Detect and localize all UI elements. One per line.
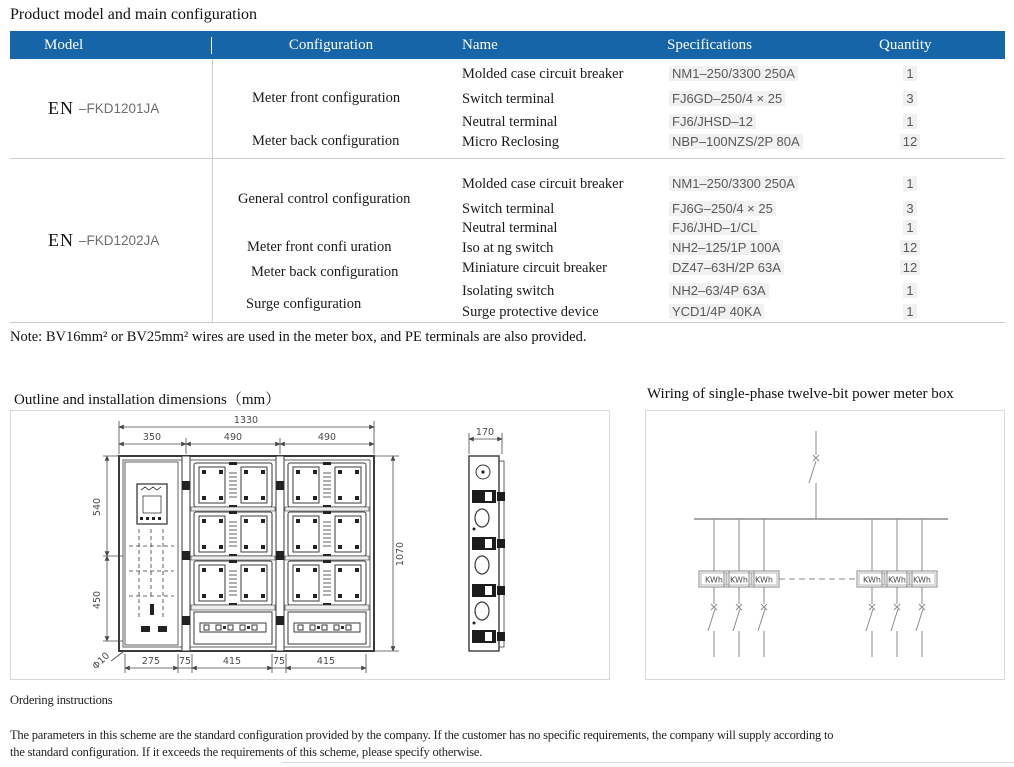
dim-right-width: 490 (317, 432, 337, 443)
item-qty: 12 (874, 239, 946, 257)
config-label: Meter back configuration (252, 133, 400, 149)
table-row (450, 175, 1005, 193)
item-spec: FJ6GD–250/4 × 25 (662, 90, 874, 108)
config-label: Meter front confi uration (247, 239, 392, 255)
header-configuration: Configuration (288, 36, 374, 53)
wiring-diagram (646, 411, 1004, 679)
dim-mid-width: 490 (223, 432, 243, 443)
item-qty: 1 (874, 113, 946, 131)
header-name: Name (462, 36, 498, 53)
dim-bottom-3: 415 (222, 656, 242, 667)
model-prefix: EN (48, 98, 74, 118)
bottom-divider (282, 762, 1014, 763)
kwh-meter-label: KWh (730, 575, 748, 585)
header-model: Model (10, 37, 212, 54)
dim-lower-height: 450 (92, 590, 103, 610)
meter-branch (699, 519, 729, 657)
outline-drawing (11, 411, 609, 679)
model-suffix: –FKD1202JA (79, 232, 160, 248)
meter-branch (857, 519, 887, 657)
meter-branch (749, 519, 779, 657)
item-name: Miniature circuit breaker (462, 259, 607, 276)
dim-upper-height: 540 (92, 497, 103, 517)
outline-heading: Outline and installation dimensions（mm） (14, 392, 281, 408)
dim-bottom-5: 415 (316, 656, 336, 667)
table-row (450, 303, 1005, 321)
item-name: Molded case circuit breaker (462, 65, 624, 82)
item-spec: FJ6G–250/4 × 25 (662, 200, 874, 218)
table-row (450, 133, 1005, 151)
ordering-instructions-body: The parameters in this scheme are the standard configuration provided by the company. If the customer has no specific requirements, the company will supply according to the standard configuration. If it exceeds the requirements of this scheme, please specify otherwise. (10, 728, 834, 759)
dim-hole-diameter: Φ10 (90, 650, 113, 673)
table-row (450, 239, 1005, 257)
model-prefix: EN (48, 229, 74, 250)
kwh-meter-label: KWh (863, 575, 881, 585)
table-note: Note: BV16mm² or BV25mm² wires are used in the meter box, and PE terminals are also provided. (10, 329, 587, 345)
item-name: Switch terminal (462, 90, 555, 107)
model-cell-1201 (10, 59, 212, 158)
table-row (450, 259, 1005, 277)
item-qty: 3 (874, 200, 946, 218)
meter-branch (882, 519, 912, 657)
dim-bottom-2: 75 (178, 656, 192, 667)
item-spec: NBP–100NZS/2P 80A (662, 133, 874, 151)
table-row (450, 282, 1005, 300)
table-row (450, 219, 1005, 237)
item-name: Molded case circuit breaker (462, 175, 624, 192)
header-specifications: Specifications (667, 36, 752, 53)
item-name: Neutral terminal (462, 113, 558, 130)
item-spec: FJ6/JHSD–12 (662, 113, 874, 131)
table-body (10, 59, 1005, 323)
item-spec: DZ47–63H/2P 63A (662, 259, 874, 277)
item-qty: 12 (874, 259, 946, 277)
outline-drawing-panel (10, 410, 610, 680)
dim-bottom-4: 75 (272, 656, 286, 667)
item-spec: NM1–250/3300 250A (662, 65, 874, 83)
item-qty: 1 (874, 303, 946, 321)
config-label: Surge configuration (246, 296, 362, 312)
kwh-meter-label: KWh (888, 575, 906, 585)
page-title: Product model and main configuration (10, 6, 258, 23)
meter-branch (907, 519, 937, 657)
table-row (450, 200, 1005, 218)
table-row (450, 90, 1005, 108)
item-name: Neutral terminal (462, 219, 558, 236)
item-qty: 3 (874, 90, 946, 108)
wiring-diagram-panel (645, 410, 1005, 680)
dim-left-width: 350 (142, 432, 162, 443)
item-qty: 1 (874, 65, 946, 83)
item-spec: FJ6/JHD–1/CL (662, 219, 874, 237)
table-row (450, 65, 1005, 83)
wiring-heading: Wiring of single-phase twelve-bit power meter box (647, 386, 954, 402)
column-divider (212, 59, 213, 322)
config-label: General control configuration (238, 191, 411, 207)
dim-depth: 170 (475, 427, 495, 438)
item-spec: NH2–125/1P 100A (662, 239, 874, 257)
dim-total-height: 1070 (395, 541, 406, 567)
config-label: Meter front configuration (252, 90, 401, 106)
configuration-table (10, 31, 1005, 323)
item-name: Iso at ng switch (462, 239, 554, 256)
dim-total-width: 1330 (233, 415, 259, 426)
model-suffix: –FKD1201JA (79, 101, 160, 116)
header-quantity: Quantity (879, 36, 932, 53)
table-header (10, 31, 1005, 59)
item-spec: NM1–250/3300 250A (662, 175, 874, 193)
item-name: Isolating switch (462, 282, 555, 299)
kwh-meter-label: KWh (755, 575, 773, 585)
item-name: Surge protective device (462, 303, 599, 320)
item-qty: 1 (874, 219, 946, 237)
item-name: Switch terminal (462, 200, 555, 217)
meter-branch (724, 519, 754, 657)
kwh-meter-label: KWh (705, 575, 723, 585)
item-spec: NH2–63/4P 63A (662, 282, 874, 300)
item-qty: 1 (874, 282, 946, 300)
config-label: Meter back configuration (251, 264, 399, 280)
kwh-meter-label: KWh (913, 575, 931, 585)
item-qty: 12 (874, 133, 946, 151)
dim-bottom-1: 275 (141, 656, 161, 667)
item-name: Micro Reclosing (462, 133, 560, 150)
model-cell-1202 (10, 158, 212, 322)
item-qty: 1 (874, 175, 946, 193)
item-spec: YCD1/4P 40KA (662, 303, 874, 321)
table-row (450, 113, 1005, 131)
ordering-instructions-heading: Ordering instructions (10, 693, 113, 707)
